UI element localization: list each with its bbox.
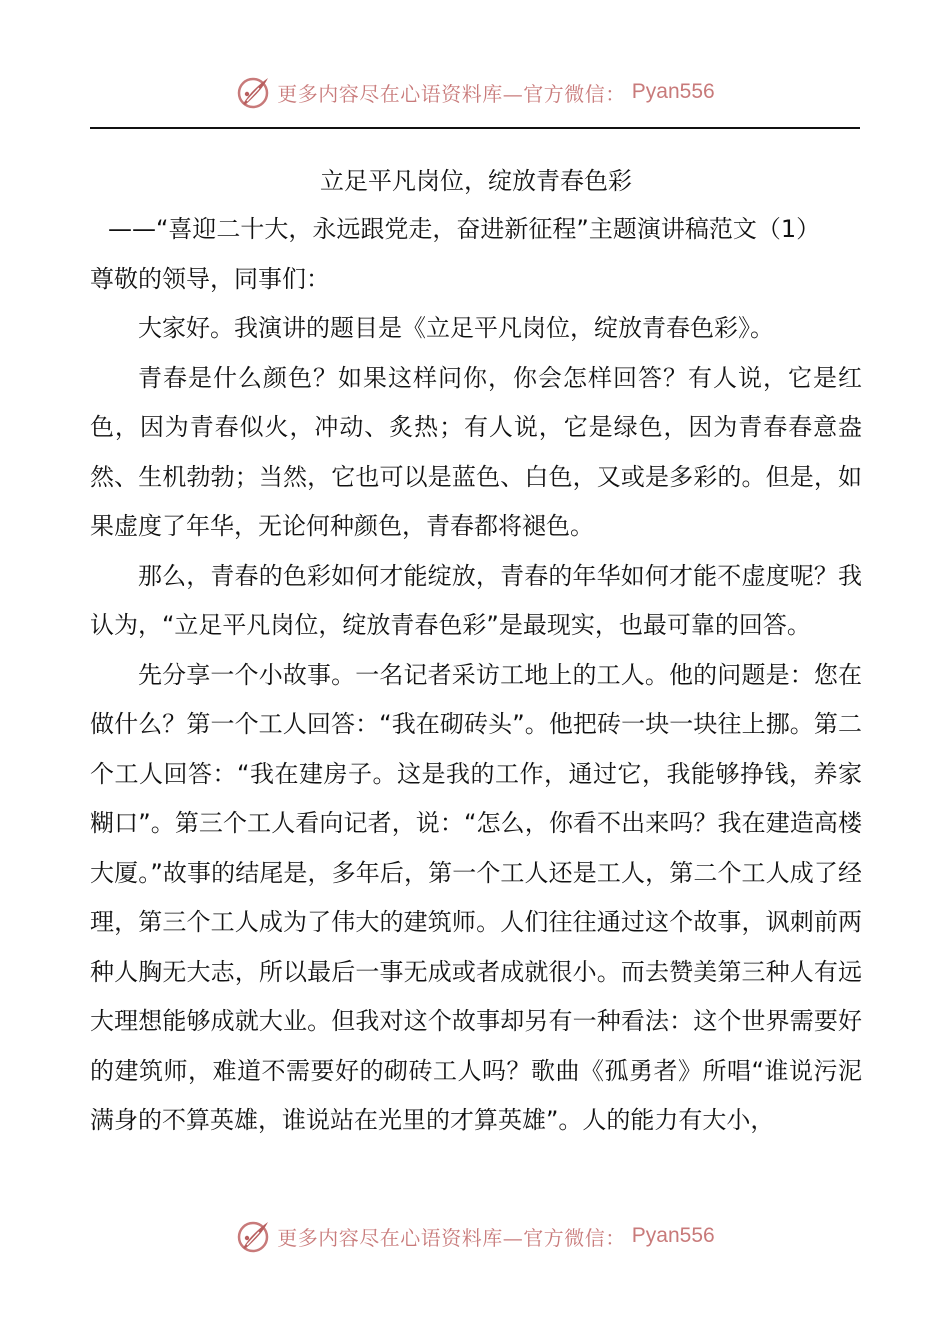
document-body [90, 158, 862, 1146]
quill-logo-icon [235, 1218, 271, 1254]
paragraph-4: 先分享一个小故事。一名记者采访工地上的工人。他的问题是：您在做什么？第一个工人回答：“我在砌砖头”。他把砖一块一块往上挪。第二个工人回答：“我在建房子。这是我的工作，通过它，我能够挣钱，养家糊口”。第三个工人看向记者，说：“怎么，你看不出来吗？我在建造高楼大厦。”故事的结尾是，多年后，第一个工人还是工人，第二个工人成了经理，第三个工人成为了伟大的建筑师。人们往往通过这个故事，讽刺前两种人胸无大志，所以最后一事无成或者成就很小。而去赞美第三种人有远大理想能够成就大业。但我对这个故事却另有一种看法：这个世界需要好的建筑师，难道不需要好的砌砖工人吗？歌曲《孤勇者》所唱“谁说污泥满身的不算英雄，谁说站在光里的才算英雄”。人的能力有大小， [90, 660, 862, 1134]
header-banner-text: 更多内容尽在心语资料库—官方微信： [277, 81, 626, 106]
header-divider [90, 127, 860, 129]
paragraph-2: 青春是什么颜色？如果这样问你，你会怎样回答？有人说，它是红色，因为青春似火，冲动、炙热；有人说，它是绿色，因为青春春意盎然、生机勃勃；当然，它也可以是蓝色、白色，又或是多彩的。但是，如果虚度了年华，无论何种颜色，青春都将褪色。 [90, 363, 862, 540]
header-banner [0, 72, 950, 112]
header-wechat-id: Pyan556 [631, 80, 715, 103]
paragraph-3: 那么，青春的色彩如何才能绽放，青春的年华如何才能不虚度呢？我认为，“立足平凡岗位，绽放青春色彩”是最现实，也最可靠的回答。 [90, 561, 862, 639]
document-title: 立足平凡岗位，绽放青春色彩 [320, 167, 632, 195]
footer-banner [0, 1216, 950, 1256]
document-subtitle: ——“喜迎二十大，永远跟党走，奋进新征程”主题演讲稿范文（1） [108, 215, 821, 243]
footer-wechat-id: Pyan556 [631, 1224, 715, 1247]
salutation: 尊敬的领导，同事们： [90, 265, 330, 293]
paragraph-1: 大家好。我演讲的题目是《立足平凡岗位，绽放青春色彩》。 [138, 314, 774, 342]
footer-banner-text: 更多内容尽在心语资料库—官方微信： [277, 1225, 626, 1250]
quill-logo-icon [235, 74, 271, 110]
